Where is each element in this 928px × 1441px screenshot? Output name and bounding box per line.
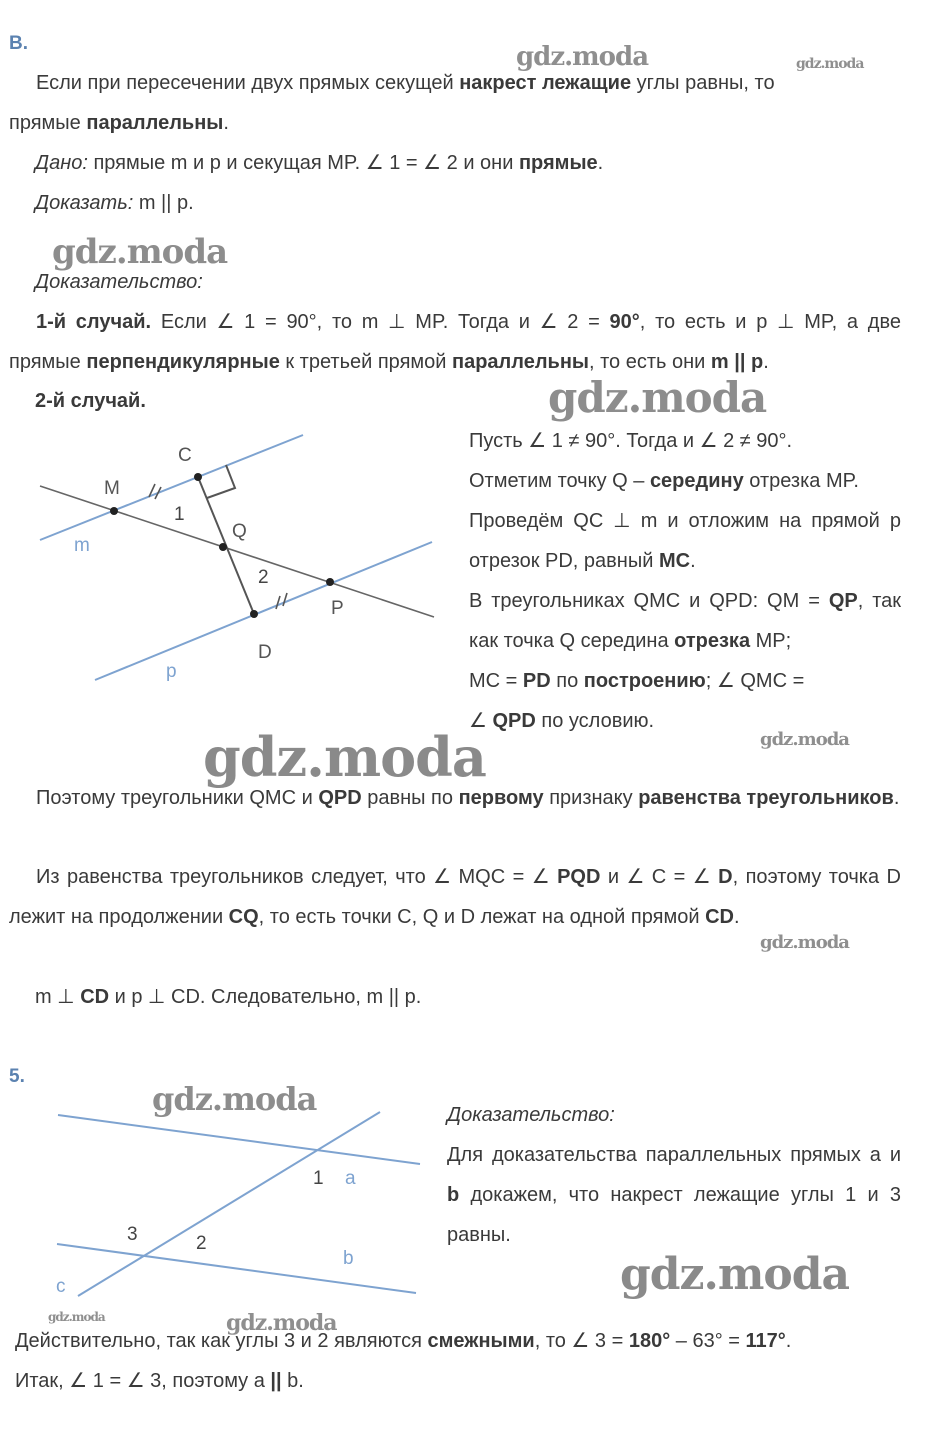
- label-line-c: c: [56, 1276, 66, 1297]
- point-c: [194, 473, 202, 481]
- label-q: Q: [232, 521, 247, 542]
- label-angle-2: 2: [196, 1233, 207, 1254]
- case2-text: [469, 421, 901, 741]
- label-m-point: M: [104, 478, 120, 499]
- watermark: gdz.moda: [226, 1310, 337, 1336]
- line-b: [57, 1244, 416, 1293]
- point-q: [219, 543, 227, 551]
- watermark: gdz.moda: [760, 729, 849, 750]
- watermark: gdz.moda: [620, 1249, 850, 1300]
- label-d: D: [258, 642, 272, 663]
- proof-label-5: Доказательство:: [447, 1104, 615, 1126]
- conclusion-paragraph-2: Из равенства треугольников следует, что ∠ MQC = ∠ PQD и ∠ C = ∠ D, поэтому точка D лежит на продолжении CQ, то есть точки C, Q и D лежат на одной прямой CD.: [9, 866, 901, 928]
- tick-mark: [283, 593, 287, 606]
- proof-label: Доказательство:: [35, 271, 203, 293]
- point-m: [110, 507, 118, 515]
- case2-label: 2-й случай.: [35, 390, 146, 412]
- case2-line: В треугольниках QMC и QPD: QM = QP, так как точка Q середина отрезка MP;: [469, 590, 902, 652]
- section-number-5: 5.: [9, 1066, 25, 1087]
- label-angle-1: 1: [174, 504, 185, 525]
- watermark: gdz.moda: [548, 373, 767, 422]
- conclusion-paragraph-1: Поэтому треугольники QMC и QPD равны по первому признаку равенства треугольников.: [36, 787, 900, 809]
- case2-line: Отметим точку Q – середину отрезка MP.: [469, 470, 859, 492]
- watermark: gdz.moda: [760, 932, 849, 953]
- label-line-m: m: [74, 535, 90, 556]
- tick-mark: [276, 596, 280, 609]
- watermark: gdz.moda: [52, 232, 228, 272]
- case2-line: ∠ QPD по условию.: [469, 710, 655, 732]
- figure-transversal: [20, 425, 450, 695]
- section5-line-1: Действительно, так как углы 3 и 2 являются смежными, то ∠ 3 = 180° – 63° = 117°.: [15, 1330, 792, 1352]
- label-p-point: P: [331, 598, 344, 619]
- watermark: gdz.moda: [48, 1310, 105, 1324]
- label-angle-1: 1: [313, 1168, 324, 1189]
- section5-line-2: Итак, ∠ 1 = ∠ 3, поэтому a || b.: [15, 1370, 304, 1392]
- line-a: [58, 1115, 420, 1164]
- label-angle-3: 3: [127, 1224, 138, 1245]
- watermark: gdz.moda: [796, 56, 864, 72]
- conclusion-line-3: m ⊥ CD и p ⊥ CD. Следовательно, m || p.: [35, 986, 422, 1008]
- theorem-text: Если при пересечении двух прямых секущей накрест лежащие углы равны, то: [36, 72, 775, 94]
- section5-proof: [447, 1095, 901, 1255]
- label-line-a: a: [345, 1168, 356, 1189]
- label-line-p: p: [166, 661, 177, 682]
- point-p: [326, 578, 334, 586]
- section5-proof-text: Для доказательства параллельных прямых a и b докажем, что накрест лежащие углы 1 и 3 равны.: [447, 1144, 901, 1246]
- label-angle-2: 2: [258, 567, 269, 588]
- watermark: gdz.moda: [152, 1080, 317, 1118]
- case2-line: MC = PD по построению; ∠ QMC =: [469, 670, 805, 692]
- case2-line: Проведём QC ⊥ m и отложим на прямой p отрезок PD, равный MC.: [469, 510, 901, 572]
- watermark: gdz.moda: [203, 725, 486, 789]
- right-angle-mark: [207, 465, 235, 498]
- label-c: C: [178, 445, 192, 466]
- prove-line: Доказать: m || p.: [35, 192, 194, 214]
- label-line-b: b: [343, 1248, 354, 1269]
- line-mp: [40, 486, 434, 617]
- case2-line: Пусть ∠ 1 ≠ 90°. Тогда и ∠ 2 ≠ 90°.: [469, 430, 793, 452]
- given-line: Дано: прямые m и p и секущая MP. ∠ 1 = ∠ 2 и они прямые.: [35, 152, 604, 174]
- section-number: В.: [9, 33, 28, 54]
- case1-paragraph: 1-й случай. Если ∠ 1 = 90°, то m ⊥ MP. Тогда и ∠ 2 = 90°, то есть и p ⊥ MP, а две прямые перпендикулярные к третьей прямой параллельны, то есть они m || p.: [9, 311, 901, 373]
- line-m: [40, 435, 303, 540]
- watermark: gdz.moda: [516, 42, 649, 72]
- point-d: [250, 610, 258, 618]
- theorem-text-cont: прямые параллельны.: [9, 112, 229, 134]
- figure-parallel-lines: [45, 1100, 430, 1315]
